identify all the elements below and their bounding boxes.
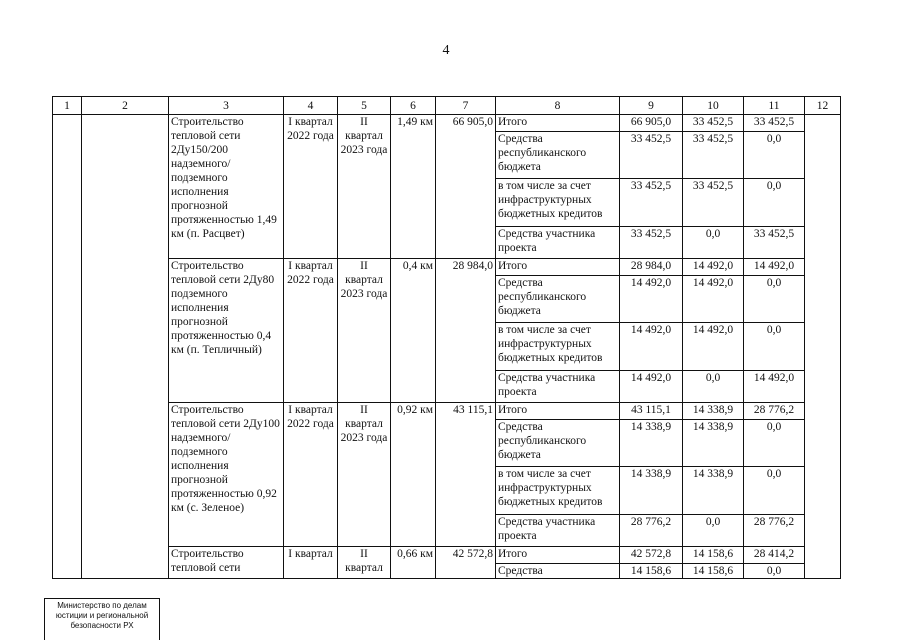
value-col10: 14 158,6 xyxy=(683,564,744,579)
value-col10: 0,0 xyxy=(683,371,744,403)
table-row xyxy=(53,259,841,276)
value-col10: 0,0 xyxy=(683,227,744,259)
cost-value: 42 572,8 xyxy=(436,547,496,579)
length-value: 1,49 км xyxy=(391,115,436,259)
length-value: 0,66 км xyxy=(391,547,436,579)
length-value: 0,4 км xyxy=(391,259,436,403)
page-number: 4 xyxy=(442,43,450,58)
col12-cell xyxy=(805,115,841,579)
object-name: Строительство тепловой сети 2Ду100 надземного/ подземного исполнения прогнозной протяженностью 0,92 км (с. Зеленое) xyxy=(169,403,284,547)
value-col11: 28 414,2 xyxy=(744,547,805,564)
value-col9: 43 115,1 xyxy=(620,403,683,420)
funding-source: Средства республиканского бюджета xyxy=(496,420,620,467)
header-cell: 6 xyxy=(391,97,436,115)
value-col11: 28 776,2 xyxy=(744,515,805,547)
value-col11: 0,0 xyxy=(744,132,805,179)
length-value: 0,92 км xyxy=(391,403,436,547)
value-col11: 0,0 xyxy=(744,564,805,579)
value-col9: 33 452,5 xyxy=(620,132,683,179)
start-period: I квартал 2022 года xyxy=(284,259,338,403)
value-col10: 14 492,0 xyxy=(683,323,744,371)
funding-source: в том числе за счет инфраструктурных бюджетных кредитов xyxy=(496,179,620,227)
col1-cell xyxy=(53,115,82,579)
value-col9: 33 452,5 xyxy=(620,179,683,227)
value-col9: 42 572,8 xyxy=(620,547,683,564)
value-col11: 0,0 xyxy=(744,467,805,515)
value-col11: 0,0 xyxy=(744,179,805,227)
value-col9: 14 492,0 xyxy=(620,323,683,371)
value-col10: 14 492,0 xyxy=(683,276,744,323)
value-col9: 14 492,0 xyxy=(620,371,683,403)
cost-value: 43 115,1 xyxy=(436,403,496,547)
header-cell: 11 xyxy=(744,97,805,115)
value-col9: 14 338,9 xyxy=(620,420,683,467)
value-col9: 28 776,2 xyxy=(620,515,683,547)
header-row xyxy=(53,97,841,115)
header-cell: 7 xyxy=(436,97,496,115)
funding-source: Итого xyxy=(496,115,620,132)
value-col11: 0,0 xyxy=(744,420,805,467)
funding-source: Средства участника проекта xyxy=(496,515,620,547)
funding-source: Итого xyxy=(496,547,620,564)
header-cell: 2 xyxy=(82,97,169,115)
header-cell: 10 xyxy=(683,97,744,115)
cost-value: 28 984,0 xyxy=(436,259,496,403)
funding-source: в том числе за счет инфраструктурных бюджетных кредитов xyxy=(496,467,620,515)
funding-source: Средства участника проекта xyxy=(496,371,620,403)
funding-source: Средства xyxy=(496,564,620,579)
object-name: Строительство тепловой сети xyxy=(169,547,284,579)
value-col10: 33 452,5 xyxy=(683,132,744,179)
value-col9: 14 338,9 xyxy=(620,467,683,515)
value-col10: 14 338,9 xyxy=(683,420,744,467)
object-name: Строительство тепловой сети 2Ду80 подземного исполнения прогнозной протяженностью 0,4 км (п. Тепличный) xyxy=(169,259,284,403)
end-period: II квартал 2023 года xyxy=(338,403,391,547)
end-period: II квартал xyxy=(338,547,391,579)
value-col11: 33 452,5 xyxy=(744,227,805,259)
header-cell: 3 xyxy=(169,97,284,115)
end-period: II квартал 2023 года xyxy=(338,115,391,259)
start-period: I квартал xyxy=(284,547,338,579)
value-col9: 66 905,0 xyxy=(620,115,683,132)
value-col9: 14 492,0 xyxy=(620,276,683,323)
table-row xyxy=(53,403,841,420)
value-col11: 28 776,2 xyxy=(744,403,805,420)
program-table xyxy=(52,96,841,579)
registration-stamp: Министерство по делам юстиции и региональной безопасности РХ xyxy=(44,598,160,640)
header-cell: 12 xyxy=(805,97,841,115)
funding-source: Средства республиканского бюджета xyxy=(496,276,620,323)
value-col11: 0,0 xyxy=(744,323,805,371)
value-col10: 33 452,5 xyxy=(683,115,744,132)
start-period: I квартал 2022 года xyxy=(284,115,338,259)
table-row xyxy=(53,115,841,132)
value-col11: 14 492,0 xyxy=(744,259,805,276)
value-col9: 33 452,5 xyxy=(620,227,683,259)
cost-value: 66 905,0 xyxy=(436,115,496,259)
funding-source: Средства республиканского бюджета xyxy=(496,132,620,179)
header-cell: 8 xyxy=(496,97,620,115)
value-col11: 33 452,5 xyxy=(744,115,805,132)
header-cell: 5 xyxy=(338,97,391,115)
end-period: II квартал 2023 года xyxy=(338,259,391,403)
value-col9: 14 158,6 xyxy=(620,564,683,579)
value-col10: 14 158,6 xyxy=(683,547,744,564)
funding-source: Средства участника проекта xyxy=(496,227,620,259)
value-col10: 14 492,0 xyxy=(683,259,744,276)
funding-source: Итого xyxy=(496,403,620,420)
value-col11: 0,0 xyxy=(744,276,805,323)
value-col10: 0,0 xyxy=(683,515,744,547)
value-col10: 33 452,5 xyxy=(683,179,744,227)
funding-source: Итого xyxy=(496,259,620,276)
header-cell: 4 xyxy=(284,97,338,115)
value-col11: 14 492,0 xyxy=(744,371,805,403)
start-period: I квартал 2022 года xyxy=(284,403,338,547)
table-row xyxy=(53,547,841,564)
object-name: Строительство тепловой сети 2Ду150/200 надземного/ подземного исполнения прогнозной протяженностью 1,49 км (п. Расцвет) xyxy=(169,115,284,259)
value-col10: 14 338,9 xyxy=(683,403,744,420)
header-cell: 1 xyxy=(53,97,82,115)
col2-cell xyxy=(82,115,169,579)
header-cell: 9 xyxy=(620,97,683,115)
value-col10: 14 338,9 xyxy=(683,467,744,515)
value-col9: 28 984,0 xyxy=(620,259,683,276)
funding-source: в том числе за счет инфраструктурных бюджетных кредитов xyxy=(496,323,620,371)
